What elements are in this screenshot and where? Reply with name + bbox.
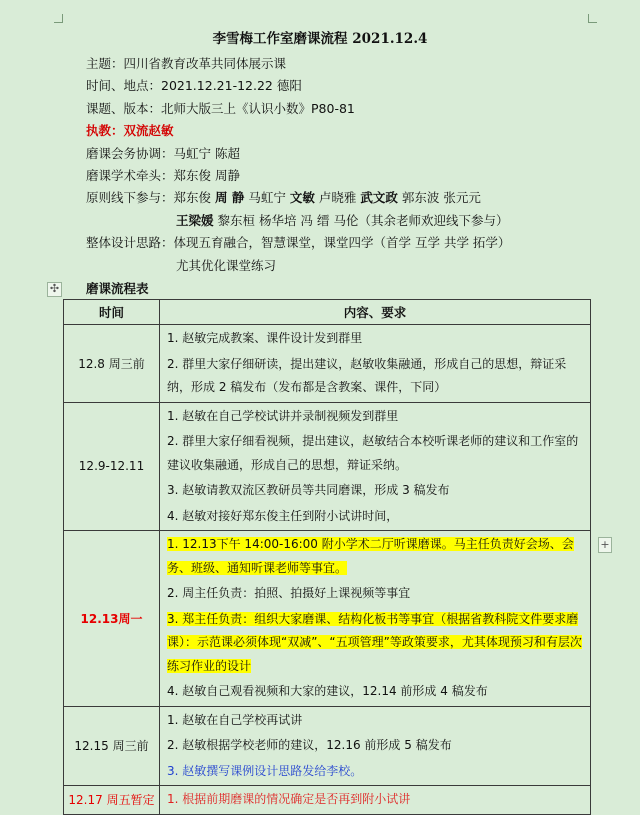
document-title: 李雪梅工作室磨课流程 2021.12.4 — [212, 31, 428, 47]
table-row — [64, 531, 591, 707]
highlighted-text: 3. 郑主任负责：组织大家磨课、结构化板书等事宜（根据省教科院文件要求磨课）：示范课必须体现“双减”、“五项管理”等政策要求，尤其体现预习和有层次练习作业的设计 — [167, 611, 582, 673]
table-move-handle-icon[interactable]: ✣ — [47, 282, 62, 297]
design-line: 整体设计思路：体现五育融合，智慧课堂，课堂四学（首学 互学 共学 拓学） — [86, 235, 511, 251]
participants-line — [86, 187, 626, 209]
teacher-line: 执教：双流赵敏 — [86, 123, 174, 139]
table-row — [64, 325, 591, 403]
time-cell: 12.17 周五暂定 — [64, 786, 160, 815]
content-cell — [160, 531, 591, 707]
participant-name: 文敏 — [289, 190, 315, 206]
info-block — [86, 53, 626, 277]
time-cell: 12.8 周三前 — [64, 325, 160, 403]
participants-note: （其余老师欢迎线下参与） — [358, 212, 509, 228]
content-item: 4. 赵敏对接好郑东俊主任到附小试讲时间， — [167, 508, 399, 523]
content-item: 2. 周主任负责：拍照、拍摄好上课视频等事宜 — [167, 586, 411, 600]
participant-name: 马伦 — [333, 212, 359, 228]
content-item — [161, 532, 589, 581]
table-header-row — [64, 300, 591, 325]
content-item: 2. 群里大家仔细看视频，提出建议，赵敏结合本校听课老师的建议和工作室的建议收集融通，形成自己的思想，辩证采纳。 — [167, 434, 579, 472]
highlighted-text: 1. 12.13下午 14:00-16:00 附小学术二厅听课磨课。马主任负责好会场、会务、班级、通知听课老师等事宜。 — [167, 537, 574, 575]
content-item: 2. 赵敏根据学校老师的建议，12.16 前形成 5 稿发布 — [167, 738, 452, 752]
participant-name: 武文政 — [360, 190, 398, 206]
academic-line: 磨课学术牵头：郑东俊 周静 — [86, 167, 240, 183]
participant-name: 黎东桓 — [217, 212, 256, 228]
participants-label: 原则线下参与： — [86, 190, 174, 206]
participant-name: 杨华培 — [259, 212, 297, 228]
content-item: 4. 赵敏自己观看视频和大家的建议，12.14 前形成 4 稿发布 — [167, 684, 488, 698]
design-line-2: 尤其优化课堂练习 — [176, 257, 277, 273]
page-corner-mark — [54, 14, 63, 23]
participant-name: 周 静 — [215, 190, 245, 206]
table-row — [64, 402, 591, 531]
time-cell: 12.15 周三前 — [64, 706, 160, 786]
participant-name: 张元元 — [443, 190, 481, 206]
content-item — [161, 607, 589, 680]
content-item: 3. 赵敏请教双流区教研员等共同磨课，形成 3 稿发布 — [167, 483, 450, 497]
time-cell: 12.13周一 — [64, 531, 160, 707]
schedule-table — [63, 299, 591, 815]
content-cell — [160, 786, 591, 815]
page-corner-mark — [588, 14, 597, 23]
content-cell — [160, 325, 591, 403]
participant-name: 郑东俊 — [173, 190, 212, 206]
content-cell — [160, 706, 591, 786]
participant-name: 王梁媛 — [176, 212, 214, 228]
table-row — [64, 786, 591, 815]
header-content: 内容、要求 — [160, 300, 591, 325]
content-item: 1. 根据前期磨课的情况确定是否再到附小试讲 — [167, 792, 411, 806]
participant-name: 卢晓雅 — [318, 190, 357, 206]
participants-line-2 — [86, 210, 626, 232]
time-place-line: 时间、地点：2021.12.21-12.22 德阳 — [86, 78, 302, 94]
table-row — [64, 706, 591, 786]
participant-name: 马虹宁 — [248, 190, 286, 206]
content-item: 2. 群里大家仔细研读，提出建议，赵敏收集融通，形成自己的思想，辩证采纳，形成 2 稿发布（发布都是含教案、课件，下同） — [167, 356, 567, 394]
time-cell: 12.9-12.11 — [64, 402, 160, 531]
participant-name: 冯 缙 — [300, 212, 330, 228]
content-item: 1. 赵敏完成教案、课件设计发到群里 — [167, 331, 363, 345]
content-item: 1. 赵敏在自己学校试讲并录制视频发到群里 — [167, 408, 399, 423]
content-item: 1. 赵敏在自己学校再试讲 — [167, 712, 303, 727]
coordinator-line: 磨课会务协调：马虹宁 陈超 — [86, 145, 240, 161]
add-row-plus-icon[interactable]: + — [598, 537, 612, 553]
header-time: 时间 — [64, 300, 160, 325]
table-title: 磨课流程表 — [86, 281, 149, 296]
participant-name: 郭东波 — [401, 190, 440, 206]
content-cell — [160, 402, 591, 531]
lesson-line: 课题、版本：北师大版三上《认识小数》P80-81 — [86, 100, 355, 116]
content-item: 3. 赵敏撰写课例设计思路发给李校。 — [167, 763, 363, 778]
theme-line: 主题：四川省教育改革共同体展示课 — [86, 56, 287, 71]
